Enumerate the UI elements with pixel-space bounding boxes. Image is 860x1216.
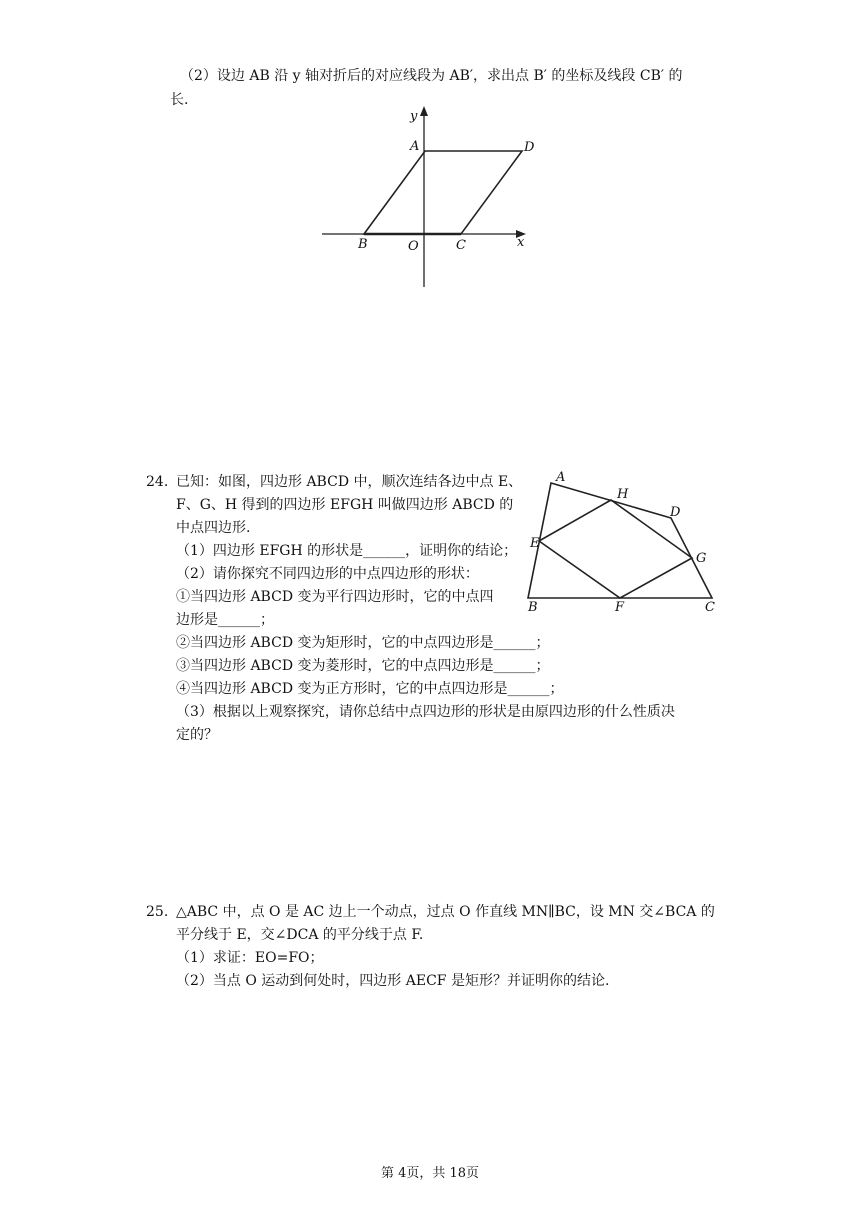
q24-line-10: ④当四边形 ABCD 变为正方形时，它的中点四边形是______；: [176, 681, 564, 697]
label-x: x: [517, 235, 525, 250]
label-f: F: [615, 600, 625, 615]
q24-line-12: 定的？: [176, 727, 218, 743]
q25-line-2: 平分线于 E，交∠DCA 的平分线于点 F.: [176, 927, 424, 943]
q24-number: 24.: [146, 474, 169, 490]
label-h: H: [617, 487, 629, 502]
q23-part2-line2: 长.: [170, 92, 189, 108]
q24-line-1: 已知：如图，四边形 ABCD 中，顺次连结各边中点 E、: [176, 474, 523, 490]
q24-line-7: 边形是______；: [176, 612, 274, 628]
page-footer: 第 4页，共 18页: [380, 1166, 480, 1181]
q25-line-4: （2）当点 O 运动到何处时，四边形 AECF 是矩形？并证明你的结论.: [176, 973, 610, 989]
label-b: B: [528, 600, 538, 615]
label-c: C: [456, 238, 466, 253]
label-e: E: [530, 536, 540, 551]
q24-line-6: ①当四边形 ABCD 变为平行四边形时，它的中点四: [176, 589, 494, 605]
q24-line-2: F、G、H 得到的四边形 EFGH 叫做四边形 ABCD 的: [176, 497, 514, 513]
q23-part2-line1: （2）设边 AB 沿 y 轴对折后的对应线段为 AB′，求出点 B′ 的坐标及线段 CB′ 的: [180, 68, 683, 84]
q25-line-3: （1）求证：EO=FO；: [176, 950, 324, 966]
label-c: C: [705, 600, 715, 615]
label-y: y: [410, 109, 418, 124]
label-g: G: [696, 551, 707, 566]
q25-number: 25.: [146, 904, 169, 920]
q25-line-1: △ABC 中，点 O 是 AC 边上一个动点，过点 O 作直线 MN∥BC，设 MN 交∠BCA 的: [176, 904, 715, 920]
label-d: D: [670, 505, 681, 520]
q24-line-8: ②当四边形 ABCD 变为矩形时，它的中点四边形是______；: [176, 635, 550, 651]
q24-line-4: （1）四边形 EFGH 的形状是______，证明你的结论；: [176, 543, 518, 559]
q24-line-3: 中点四边形.: [176, 520, 251, 536]
label-b: B: [358, 237, 368, 252]
q24-line-9: ③当四边形 ABCD 变为菱形时，它的中点四边形是______；: [176, 658, 550, 674]
label-d: D: [524, 140, 535, 155]
label-o: O: [408, 239, 419, 254]
label-a: A: [556, 470, 566, 485]
q24-line-11: （3）根据以上观察探究，请你总结中点四边形的形状是由原四边形的什么性质决: [176, 704, 675, 720]
q24-line-5: （2）请你探究不同四边形的中点四边形的形状：: [176, 566, 479, 582]
label-a: A: [410, 139, 420, 154]
